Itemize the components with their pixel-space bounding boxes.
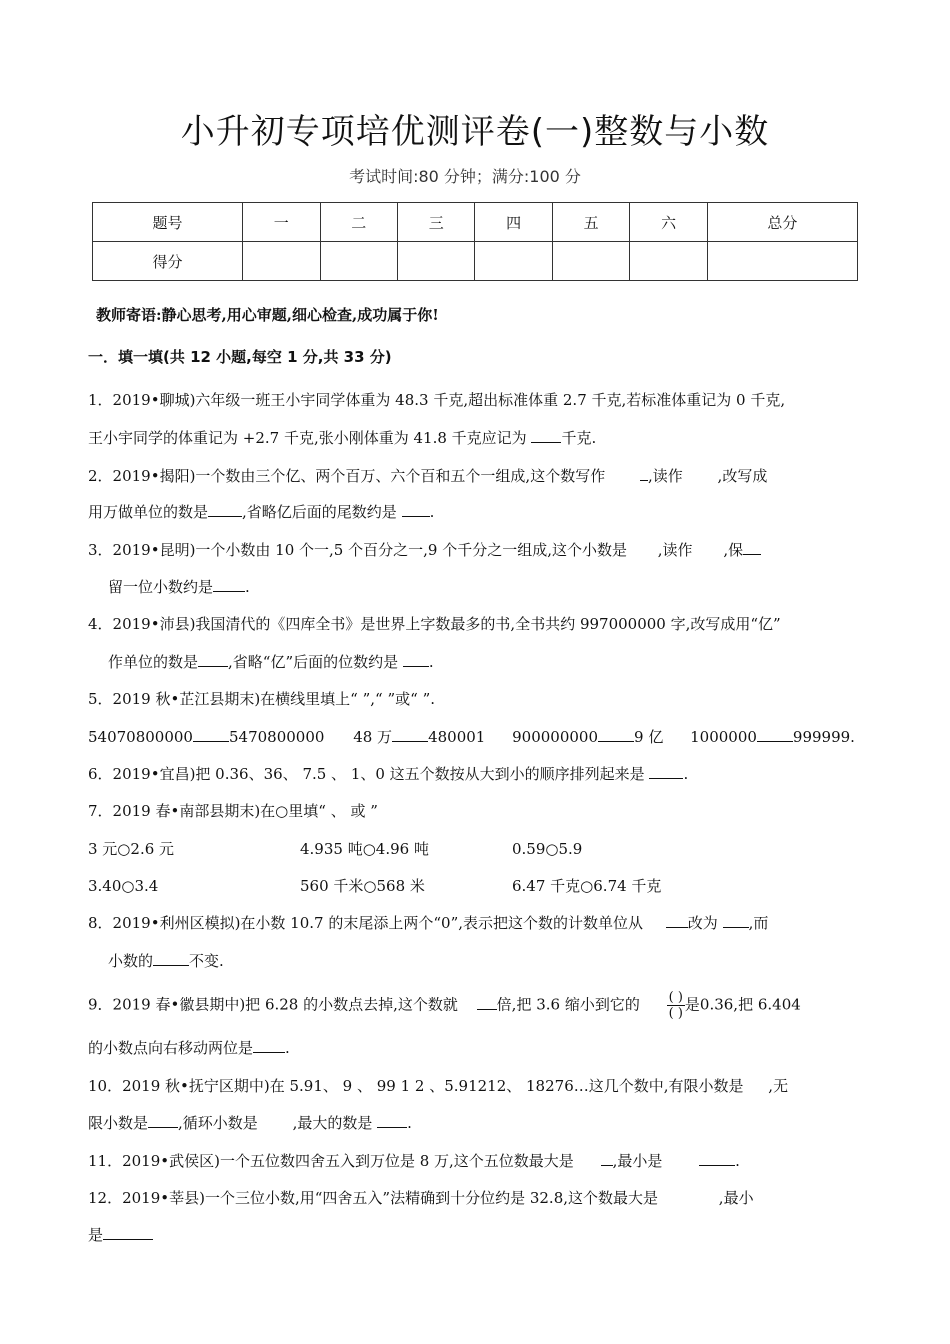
question-10-line-2 xyxy=(88,1113,412,1133)
question-text: . xyxy=(735,1152,740,1170)
question-7-item: 4.935 吨○4.96 吨 xyxy=(300,840,429,858)
answer-blank[interactable] xyxy=(743,540,761,555)
answer-blank[interactable] xyxy=(153,951,189,966)
question-text: 小数的 xyxy=(108,952,154,970)
question-text: 留一位小数约是 xyxy=(108,578,214,596)
score-cell[interactable] xyxy=(552,242,629,281)
question-text: 改为 xyxy=(687,914,718,932)
question-text: . xyxy=(429,503,435,521)
answer-blank[interactable] xyxy=(477,995,497,1010)
question-2-line-1 xyxy=(88,466,767,486)
question-text: 倍,把 3.6 缩小到它的 xyxy=(496,995,640,1014)
header-cell: 四 xyxy=(475,203,552,242)
question-text: ,无 xyxy=(768,1077,789,1095)
question-12-line-2 xyxy=(88,1225,153,1245)
question-3-line-2 xyxy=(108,577,250,597)
question-text: . xyxy=(683,765,689,783)
question-text: ,省略“亿”后面的位数约是 xyxy=(228,653,399,671)
answer-blank[interactable] xyxy=(198,652,228,667)
answer-blank[interactable] xyxy=(208,502,242,517)
question-text: ,保 xyxy=(723,541,744,559)
question-text: 千克. xyxy=(561,429,597,447)
answer-blank[interactable] xyxy=(531,428,561,443)
question-text: 5470800000 xyxy=(228,728,325,746)
answer-blank[interactable] xyxy=(193,727,229,742)
question-9-line-1 xyxy=(88,990,801,1021)
question-text: ,改写成 xyxy=(717,467,768,485)
answer-blank[interactable] xyxy=(377,1113,407,1128)
question-text: 9 亿 xyxy=(634,728,664,746)
question-1-line-2 xyxy=(88,428,596,448)
answer-blank[interactable] xyxy=(148,1113,178,1128)
question-7-item: 3.40○3.4 xyxy=(88,877,159,895)
question-text: ,循环小数是 xyxy=(178,1114,258,1132)
answer-blank[interactable] xyxy=(666,913,688,928)
answer-blank[interactable] xyxy=(598,727,634,742)
score-cell[interactable] xyxy=(630,242,707,281)
question-text: . xyxy=(428,653,434,671)
question-5-line-2 xyxy=(88,727,855,747)
question-7-item: 6.47 千克○6.74 千克 xyxy=(512,877,662,895)
question-text: 是0.36,把 6.404 xyxy=(684,995,801,1014)
question-text: 900000000 xyxy=(512,728,599,746)
answer-blank[interactable] xyxy=(402,502,430,517)
question-4-line-2 xyxy=(108,652,434,672)
question-10-line-1 xyxy=(88,1076,788,1096)
header-cell: 二 xyxy=(320,203,397,242)
question-text: 不变. xyxy=(189,952,224,970)
score-table xyxy=(92,202,858,281)
answer-blank[interactable] xyxy=(757,727,793,742)
section-title: 一．填一填(共 12 小题,每空 1 分,共 33 分) xyxy=(88,348,392,366)
question-text: 8．2019•利州区模拟)在小数 10.7 的末尾添上两个“0”,表示把这个数的计数单位从 xyxy=(88,914,644,932)
question-7-item: 3 元○2.6 元 xyxy=(88,840,175,858)
answer-blank[interactable] xyxy=(213,577,245,592)
question-text: . xyxy=(285,1039,290,1057)
answer-blank[interactable] xyxy=(601,1151,613,1166)
question-text: 用万做单位的数是 xyxy=(88,503,209,521)
question-text: 作单位的数是 xyxy=(108,653,199,671)
question-text: 6．2019•宜昌)把 0.36、36、 7.5 、 1、0 这五个数按从大到小的顺序排列起来是 xyxy=(88,765,645,783)
answer-blank[interactable] xyxy=(392,727,428,742)
question-2-line-2 xyxy=(88,502,434,522)
answer-blank[interactable] xyxy=(403,652,429,667)
score-table-header-row xyxy=(93,203,858,242)
question-text: 11．2019•武侯区)一个五位数四舍五入到万位是 8 万,这个五位数最大是 xyxy=(88,1152,574,1170)
answer-blank[interactable] xyxy=(640,466,648,481)
header-cell: 三 xyxy=(397,203,474,242)
question-text: . xyxy=(407,1114,412,1132)
question-text: 54070800000 xyxy=(88,728,193,746)
question-text: ,最小是 xyxy=(612,1152,663,1170)
answer-blank[interactable] xyxy=(699,1151,735,1166)
score-cell[interactable] xyxy=(397,242,474,281)
question-text: 10．2019 秋•抚宁区期中)在 5.91、 9 、 99 1 2 、5.91212、 18276…这几个数中,有限小数是 xyxy=(88,1077,744,1095)
answer-blank[interactable] xyxy=(723,913,749,928)
question-1-line-1: 1．2019•聊城)六年级一班王小宇同学体重为 48.3 千克,超出标准体重 2.7 千克,若标准体重记为 0 千克, xyxy=(88,391,786,409)
question-8-line-2 xyxy=(108,951,224,971)
score-cell[interactable] xyxy=(707,242,857,281)
answer-blank[interactable] xyxy=(253,1038,285,1053)
question-8-line-1 xyxy=(88,913,768,933)
page-title: 小升初专项培优测评卷(一)整数与小数 xyxy=(180,112,770,152)
answer-blank[interactable] xyxy=(103,1225,153,1240)
question-11-line-1 xyxy=(88,1151,740,1171)
question-text: ,读作 xyxy=(657,541,693,559)
question-text: 限小数是 xyxy=(88,1114,149,1132)
question-4-line-1: 4．2019•沛县)我国清代的《四库全书》是世界上字数最多的书,全书共约 997000000 字,改写成用“亿” xyxy=(88,615,781,633)
question-text: 2．2019•揭阳)一个数由三个亿、两个百万、六个百和五个一组成,这个数写作 xyxy=(88,467,606,485)
question-7-item: 560 千米○568 米 xyxy=(300,877,425,895)
question-text: 48 万 xyxy=(353,728,393,746)
question-text: ,而 xyxy=(748,914,769,932)
question-text: 1000000 xyxy=(690,728,757,746)
question-text: 480001 xyxy=(428,728,486,746)
question-text: 999999. xyxy=(792,728,855,746)
question-3-line-1 xyxy=(88,540,761,560)
question-7-line-1: 7．2019 春•南部县期末)在○里填“ 、 或 ” xyxy=(88,802,378,820)
question-text: 12．2019•莘县)一个三位小数,用“四舍五入”法精确到十分位约是 32.8,这个数最大是 xyxy=(88,1189,659,1207)
header-cell: 总分 xyxy=(707,203,857,242)
question-text: ,读作 xyxy=(647,467,683,485)
question-12-line-1 xyxy=(88,1188,754,1208)
question-text: 是 xyxy=(88,1226,104,1244)
score-cell[interactable] xyxy=(320,242,397,281)
score-cell[interactable] xyxy=(243,242,320,281)
question-6-line-1 xyxy=(88,764,688,784)
question-text: ,最小 xyxy=(718,1189,754,1207)
header-cell: 题号 xyxy=(93,203,243,242)
question-7-item: 0.59○5.9 xyxy=(512,840,583,858)
question-text: 3．2019•昆明)一个小数由 10 个一,5 个百分之一,9 个千分之一组成,这个小数是 xyxy=(88,541,627,559)
question-5-line-1: 5．2019 秋•芷江县期末)在横线里填上“ ”,“ ”或“ ”. xyxy=(88,690,436,708)
exam-info: 考试时间:80 分钟；满分:100 分 xyxy=(349,167,581,186)
row-label-cell: 得分 xyxy=(93,242,243,281)
score-table-score-row xyxy=(93,242,858,281)
question-text: 的小数点向右移动两位是 xyxy=(88,1039,254,1057)
header-cell: 一 xyxy=(243,203,320,242)
question-9-line-2 xyxy=(88,1038,290,1058)
question-text: ,省略亿后面的尾数约是 xyxy=(242,503,397,521)
header-cell: 六 xyxy=(630,203,707,242)
header-cell: 五 xyxy=(552,203,629,242)
question-text: . xyxy=(245,578,250,596)
question-text: 王小宇同学的体重记为 +2.7 千克,张小刚体重为 41.8 千克应记为 xyxy=(88,429,527,447)
teacher-note: 教师寄语:静心思考,用心审题,细心检查,成功属于你! xyxy=(96,306,439,324)
answer-blank[interactable] xyxy=(649,764,683,779)
question-text: 9．2019 春•徽县期中)把 6.28 的小数点去掉,这个数就 xyxy=(88,995,458,1014)
question-text: ,最大的数是 xyxy=(292,1114,373,1132)
score-cell[interactable] xyxy=(475,242,552,281)
fraction-blank[interactable]: $\frac{( )}{( )}$ xyxy=(668,990,683,1021)
